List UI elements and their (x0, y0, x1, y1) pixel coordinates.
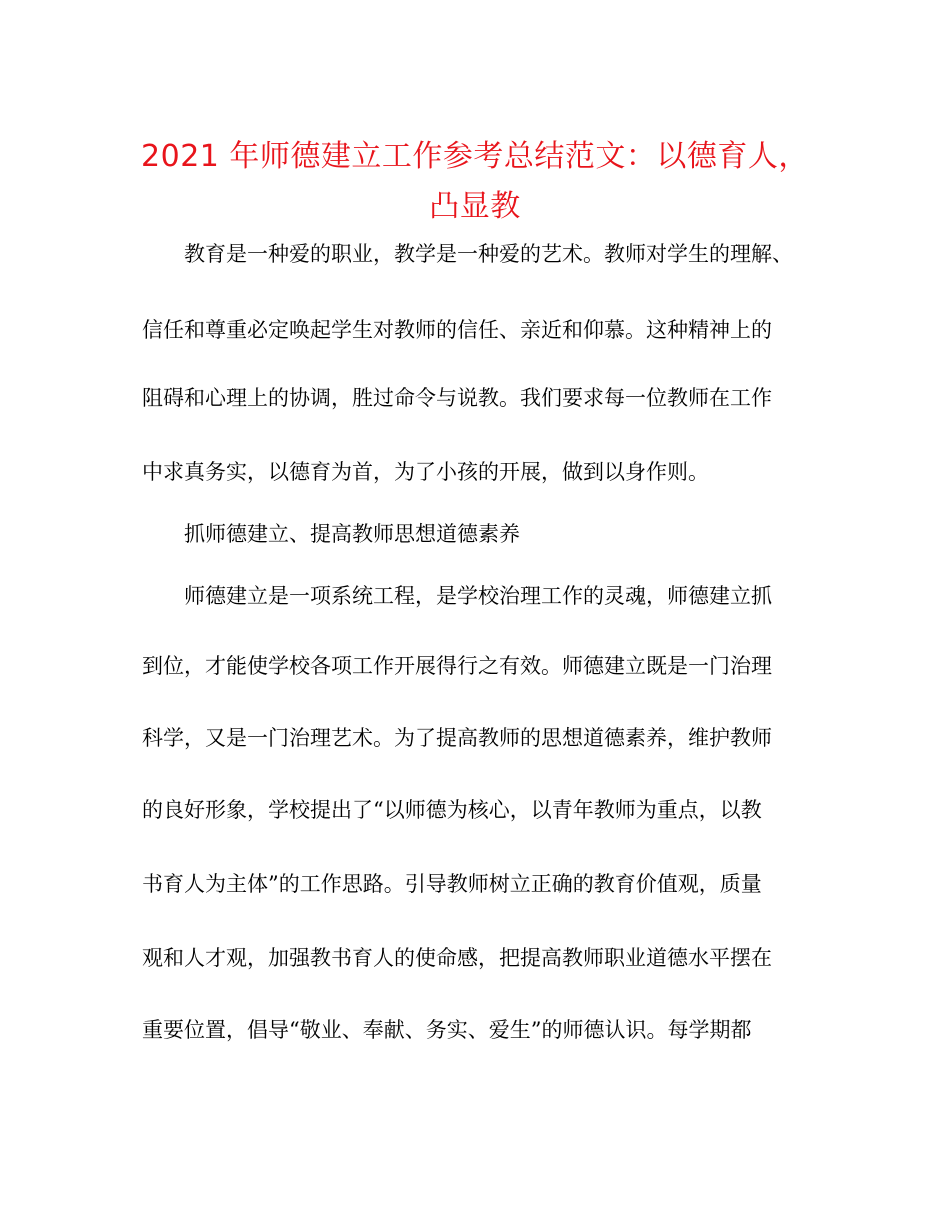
paragraph-line-10: 观和人才观，加强教书育人的使命感，把提高教师职业道德水平摆在 (142, 946, 772, 970)
document-title-line-1: 2021 年师德建立工作参考总结范文：以德育人， (141, 139, 809, 174)
paragraph-line-9: 书育人为主体”的工作思路。引导教师树立正确的教育价值观，质量 (142, 872, 762, 896)
paragraph-line-7: 科学，又是一门治理艺术。为了提高教师的思想道德素养，维护教师 (142, 726, 772, 750)
paragraph-line-4: 中求真务实，以德育为首，为了小孩的开展，做到以身作则。 (142, 460, 709, 484)
document-title-line-2: 凸显教 (429, 189, 521, 224)
paragraph-line-11: 重要位置，倡导“敬业、奉献、务实、爱生”的师德认识。每学期都 (142, 1018, 752, 1042)
paragraph-line-6: 到位，才能使学校各项工作开展得行之有效。师德建立既是一门治理 (142, 654, 772, 678)
paragraph-line-5: 师德建立是一项系统工程，是学校治理工作的灵魂，师德建立抓 (184, 584, 772, 608)
paragraph-line-3: 阻碍和心理上的协调，胜过命令与说教。我们要求每一位教师在工作 (142, 386, 772, 410)
paragraph-line-1: 教育是一种爱的职业，教学是一种爱的艺术。教师对学生的理解、 (184, 242, 793, 266)
section-heading: 抓师德建立、提高教师思想道德素养 (184, 522, 520, 546)
paragraph-line-8: 的良好形象，学校提出了“以师德为核心，以青年教师为重点，以教 (142, 798, 762, 822)
paragraph-line-2: 信任和尊重必定唤起学生对教师的信任、亲近和仰慕。这种精神上的 (142, 318, 772, 342)
